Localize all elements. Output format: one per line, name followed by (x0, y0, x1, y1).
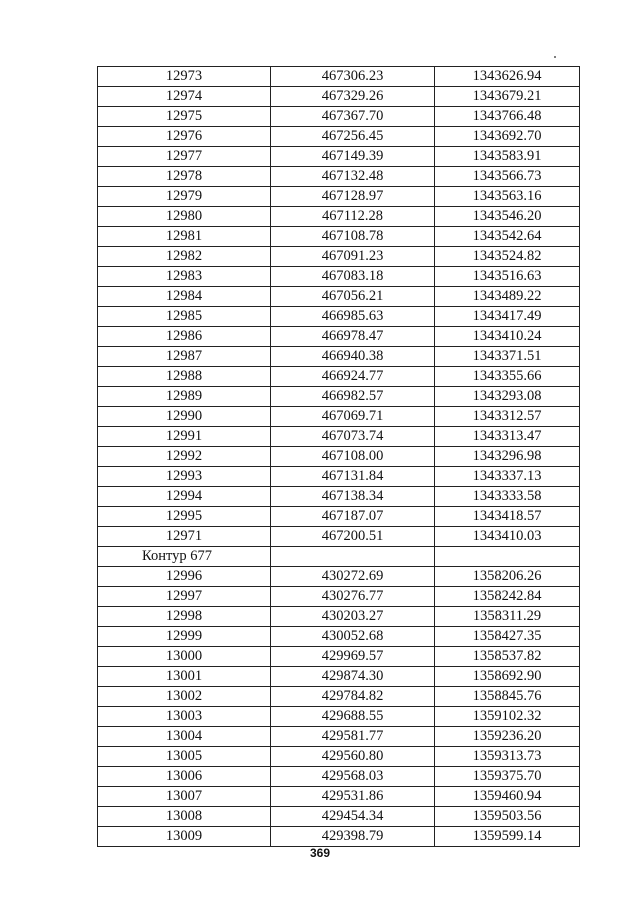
coordinates-table (97, 66, 580, 847)
y-coordinate-cell: 1343583.91 (435, 147, 580, 167)
x-coordinate-cell: 430052.68 (271, 627, 435, 647)
x-coordinate-cell: 466940.38 (271, 347, 435, 367)
empty-cell (271, 547, 435, 567)
point-number-cell: 12985 (98, 307, 271, 327)
coordinates-table-container (97, 66, 579, 847)
table-row (98, 307, 580, 327)
table-row (98, 447, 580, 467)
y-coordinate-cell: 1343563.16 (435, 187, 580, 207)
y-coordinate-cell: 1343489.22 (435, 287, 580, 307)
x-coordinate-cell: 467367.70 (271, 107, 435, 127)
x-coordinate-cell: 429874.30 (271, 667, 435, 687)
x-coordinate-cell: 467200.51 (271, 527, 435, 547)
y-coordinate-cell: 1343333.58 (435, 487, 580, 507)
y-coordinate-cell: 1343337.13 (435, 467, 580, 487)
point-number-cell: 12984 (98, 287, 271, 307)
page-number: 369 (309, 846, 331, 860)
y-coordinate-cell: 1343766.48 (435, 107, 580, 127)
table-row (98, 107, 580, 127)
y-coordinate-cell: 1343542.64 (435, 227, 580, 247)
table-row (98, 207, 580, 227)
table-row (98, 327, 580, 347)
point-number-cell: 12987 (98, 347, 271, 367)
point-number-cell: 12974 (98, 87, 271, 107)
x-coordinate-cell: 467112.28 (271, 207, 435, 227)
point-number-cell: 12978 (98, 167, 271, 187)
x-coordinate-cell: 467083.18 (271, 267, 435, 287)
y-coordinate-cell: 1343679.21 (435, 87, 580, 107)
point-number-cell: 12973 (98, 67, 271, 87)
x-coordinate-cell: 429969.57 (271, 647, 435, 667)
table-row (98, 287, 580, 307)
x-coordinate-cell: 467091.23 (271, 247, 435, 267)
table-row (98, 727, 580, 747)
table-row (98, 367, 580, 387)
y-coordinate-cell: 1358427.35 (435, 627, 580, 647)
point-number-cell: 12980 (98, 207, 271, 227)
point-number-cell: 13007 (98, 787, 271, 807)
table-row (98, 567, 580, 587)
point-number-cell: 12998 (98, 607, 271, 627)
point-number-cell: 13001 (98, 667, 271, 687)
x-coordinate-cell: 466924.77 (271, 367, 435, 387)
table-row (98, 427, 580, 447)
x-coordinate-cell: 429581.77 (271, 727, 435, 747)
table-row (98, 247, 580, 267)
table-row (98, 587, 580, 607)
point-number-cell: 12992 (98, 447, 271, 467)
point-number-cell: 12977 (98, 147, 271, 167)
table-row (98, 387, 580, 407)
x-coordinate-cell: 429531.86 (271, 787, 435, 807)
y-coordinate-cell: 1359313.73 (435, 747, 580, 767)
table-row (98, 627, 580, 647)
table-row (98, 707, 580, 727)
point-number-cell: 12988 (98, 367, 271, 387)
scan-speck (554, 56, 556, 58)
x-coordinate-cell: 467073.74 (271, 427, 435, 447)
y-coordinate-cell: 1359503.56 (435, 807, 580, 827)
x-coordinate-cell: 467131.84 (271, 467, 435, 487)
point-number-cell: 13002 (98, 687, 271, 707)
table-row (98, 407, 580, 427)
x-coordinate-cell: 429688.55 (271, 707, 435, 727)
point-number-cell: 13000 (98, 647, 271, 667)
y-coordinate-cell: 1358311.29 (435, 607, 580, 627)
y-coordinate-cell: 1343417.49 (435, 307, 580, 327)
y-coordinate-cell: 1343293.08 (435, 387, 580, 407)
table-row (98, 267, 580, 287)
x-coordinate-cell: 467132.48 (271, 167, 435, 187)
x-coordinate-cell: 467056.21 (271, 287, 435, 307)
point-number-cell: 12979 (98, 187, 271, 207)
y-coordinate-cell: 1343296.98 (435, 447, 580, 467)
x-coordinate-cell: 429454.34 (271, 807, 435, 827)
y-coordinate-cell: 1343410.24 (435, 327, 580, 347)
point-number-cell: 12982 (98, 247, 271, 267)
table-row (98, 507, 580, 527)
x-coordinate-cell: 467256.45 (271, 127, 435, 147)
y-coordinate-cell: 1343524.82 (435, 247, 580, 267)
table-row (98, 767, 580, 787)
y-coordinate-cell: 1359236.20 (435, 727, 580, 747)
table-row (98, 487, 580, 507)
table-row (98, 667, 580, 687)
table-row (98, 647, 580, 667)
point-number-cell: 13008 (98, 807, 271, 827)
x-coordinate-cell: 467187.07 (271, 507, 435, 527)
x-coordinate-cell: 467108.00 (271, 447, 435, 467)
point-number-cell: 13003 (98, 707, 271, 727)
point-number-cell: 12997 (98, 587, 271, 607)
point-number-cell: 12986 (98, 327, 271, 347)
point-number-cell: 12995 (98, 507, 271, 527)
x-coordinate-cell: 467069.71 (271, 407, 435, 427)
table-row (98, 147, 580, 167)
point-number-cell: 12994 (98, 487, 271, 507)
y-coordinate-cell: 1359102.32 (435, 707, 580, 727)
table-row (98, 787, 580, 807)
y-coordinate-cell: 1343355.66 (435, 367, 580, 387)
y-coordinate-cell: 1359375.70 (435, 767, 580, 787)
y-coordinate-cell: 1359599.14 (435, 827, 580, 847)
table-row (98, 187, 580, 207)
y-coordinate-cell: 1343410.03 (435, 527, 580, 547)
y-coordinate-cell: 1343566.73 (435, 167, 580, 187)
x-coordinate-cell: 467138.34 (271, 487, 435, 507)
table-row (98, 687, 580, 707)
x-coordinate-cell: 467306.23 (271, 67, 435, 87)
y-coordinate-cell: 1343418.57 (435, 507, 580, 527)
table-row (98, 467, 580, 487)
y-coordinate-cell: 1343626.94 (435, 67, 580, 87)
x-coordinate-cell: 467329.26 (271, 87, 435, 107)
x-coordinate-cell: 466978.47 (271, 327, 435, 347)
coordinates-table-body (98, 67, 580, 847)
point-number-cell: 12996 (98, 567, 271, 587)
y-coordinate-cell: 1343692.70 (435, 127, 580, 147)
point-number-cell: 13004 (98, 727, 271, 747)
table-row (98, 607, 580, 627)
y-coordinate-cell: 1343516.63 (435, 267, 580, 287)
x-coordinate-cell: 429568.03 (271, 767, 435, 787)
x-coordinate-cell: 466985.63 (271, 307, 435, 327)
point-number-cell: 12999 (98, 627, 271, 647)
point-number-cell: 12983 (98, 267, 271, 287)
point-number-cell: 13006 (98, 767, 271, 787)
x-coordinate-cell: 466982.57 (271, 387, 435, 407)
y-coordinate-cell: 1358206.26 (435, 567, 580, 587)
y-coordinate-cell: 1343371.51 (435, 347, 580, 367)
table-row (98, 167, 580, 187)
point-number-cell: 12993 (98, 467, 271, 487)
section-label: Контур 677 (98, 547, 271, 567)
y-coordinate-cell: 1358845.76 (435, 687, 580, 707)
point-number-cell: 13005 (98, 747, 271, 767)
point-number-cell: 12975 (98, 107, 271, 127)
table-row (98, 67, 580, 87)
x-coordinate-cell: 429560.80 (271, 747, 435, 767)
table-row (98, 227, 580, 247)
x-coordinate-cell: 430276.77 (271, 587, 435, 607)
table-row (98, 827, 580, 847)
table-row (98, 347, 580, 367)
point-number-cell: 12991 (98, 427, 271, 447)
y-coordinate-cell: 1358242.84 (435, 587, 580, 607)
y-coordinate-cell: 1343313.47 (435, 427, 580, 447)
point-number-cell: 12989 (98, 387, 271, 407)
point-number-cell: 12976 (98, 127, 271, 147)
x-coordinate-cell: 467108.78 (271, 227, 435, 247)
x-coordinate-cell: 429398.79 (271, 827, 435, 847)
point-number-cell: 12971 (98, 527, 271, 547)
x-coordinate-cell: 430272.69 (271, 567, 435, 587)
point-number-cell: 12990 (98, 407, 271, 427)
section-header-row (98, 547, 580, 567)
table-row (98, 127, 580, 147)
table-row (98, 527, 580, 547)
empty-cell (435, 547, 580, 567)
x-coordinate-cell: 467128.97 (271, 187, 435, 207)
x-coordinate-cell: 430203.27 (271, 607, 435, 627)
x-coordinate-cell: 467149.39 (271, 147, 435, 167)
y-coordinate-cell: 1358692.90 (435, 667, 580, 687)
table-row (98, 807, 580, 827)
table-row (98, 87, 580, 107)
point-number-cell: 12981 (98, 227, 271, 247)
y-coordinate-cell: 1359460.94 (435, 787, 580, 807)
y-coordinate-cell: 1343312.57 (435, 407, 580, 427)
y-coordinate-cell: 1358537.82 (435, 647, 580, 667)
point-number-cell: 13009 (98, 827, 271, 847)
table-row (98, 747, 580, 767)
x-coordinate-cell: 429784.82 (271, 687, 435, 707)
y-coordinate-cell: 1343546.20 (435, 207, 580, 227)
